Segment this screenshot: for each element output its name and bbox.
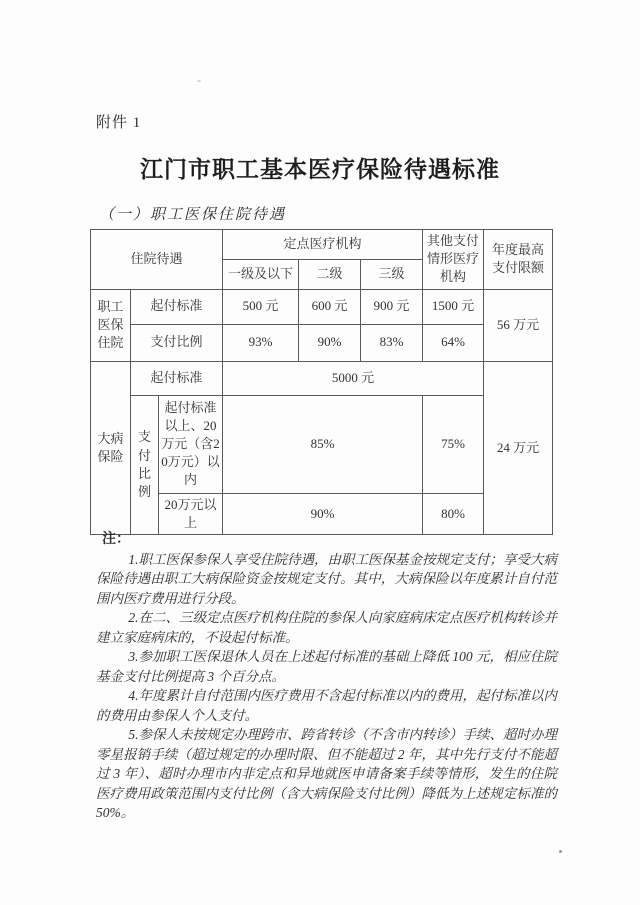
critical-band2-label: 20万元以上 — [159, 493, 223, 534]
header-annual-max: 年度最高支付限额 — [484, 230, 553, 290]
notes-label: 注： — [102, 532, 130, 547]
note-item-3: 3.参加职工医保退休人员在上述起付标准的基础上降低 100 元，相应住院基金支付比例提高 3 个百分点。 — [96, 649, 558, 684]
table-row — [91, 324, 553, 361]
note-item-2: 2.在二、三级定点医疗机构住院的参保人向家庭病床定点医疗机构转诊并建立家庭病床的，不设起付标准。 — [96, 610, 558, 645]
employee-ratio-other: 64% — [423, 324, 484, 361]
header-benefit-col: 住院待遇 — [91, 230, 223, 290]
header-designated-group: 定点医疗机构 — [223, 230, 423, 260]
critical-annual-max: 24 万元 — [484, 361, 553, 534]
table-header-row-1 — [91, 230, 553, 260]
critical-illness-label: 大病保险 — [91, 361, 131, 534]
critical-band2-designated: 90% — [223, 493, 423, 534]
employee-deductible-tier1: 500 元 — [223, 289, 299, 324]
employee-deductible-tier2: 600 元 — [299, 289, 361, 324]
benefits-table — [90, 229, 553, 535]
attachment-label: 附件 1 — [96, 115, 142, 131]
employee-ratio-tier1: 93% — [223, 324, 299, 361]
section-heading: （一）职工医保住院待遇 — [99, 207, 287, 223]
employee-deductible-tier3: 900 元 — [361, 289, 423, 324]
header-tier-2: 二级 — [299, 259, 361, 289]
employee-deductible-label: 起付标准 — [131, 289, 223, 324]
table-row — [91, 493, 553, 534]
table-row — [91, 289, 553, 324]
employee-hospitalization-label: 职工医保住院 — [91, 289, 131, 361]
employee-ratio-tier2: 90% — [299, 324, 361, 361]
note-item-4: 4.年度累计自付范围内医疗费用不含起付标准以内的费用，起付标准以内的费用由参保人个人支付。 — [96, 688, 558, 723]
header-tier-1: 一级及以下 — [223, 259, 299, 289]
scan-artifact-dot — [197, 80, 201, 82]
header-tier-3: 三级 — [361, 259, 423, 289]
page-title: 江门市职工基本医疗保险待遇标准 — [140, 157, 500, 182]
header-other-payment: 其他支付情形医疗机构 — [423, 230, 484, 290]
scan-artifact-dot — [559, 850, 562, 853]
table-row — [91, 395, 553, 493]
table-row — [91, 361, 553, 395]
critical-band1-other: 75% — [423, 395, 484, 493]
note-item-1: 1.职工医保参保人享受住院待遇，由职工医保基金按规定支付；享受大病保险待遇由职工大病保险资金按规定支付。其中，大病保险以年度累计自付范围内医疗费用进行分段。 — [96, 551, 558, 606]
critical-band1-designated: 85% — [223, 395, 423, 493]
critical-band2-other: 80% — [423, 493, 484, 534]
employee-ratio-label: 支付比例 — [131, 324, 223, 361]
employee-deductible-other: 1500 元 — [423, 289, 484, 324]
critical-deductible-label: 起付标准 — [131, 361, 223, 395]
employee-ratio-tier3: 83% — [361, 324, 423, 361]
critical-deductible-value: 5000 元 — [223, 361, 484, 395]
note-item-5: 5.参保人未按规定办理跨市、跨省转诊（不含市内转诊）手续、超时办理零星报销手续（超过规定的办理时限、但不能超过 2 年，其中先行支付不能超过 3 年）、超时办理市内非定点和异地就医申请备案手续等情形，发生的住院医疗费用政策范围内支付比例（含大病保险支付比例）降低为上述规定标准的 50%。 — [96, 727, 558, 820]
critical-ratio-label: 支付比例 — [131, 395, 159, 534]
critical-band1-label: 起付标准以上、20万元（含20万元）以内 — [159, 395, 223, 493]
notes-section — [96, 530, 557, 823]
employee-annual-max: 56 万元 — [484, 289, 553, 361]
